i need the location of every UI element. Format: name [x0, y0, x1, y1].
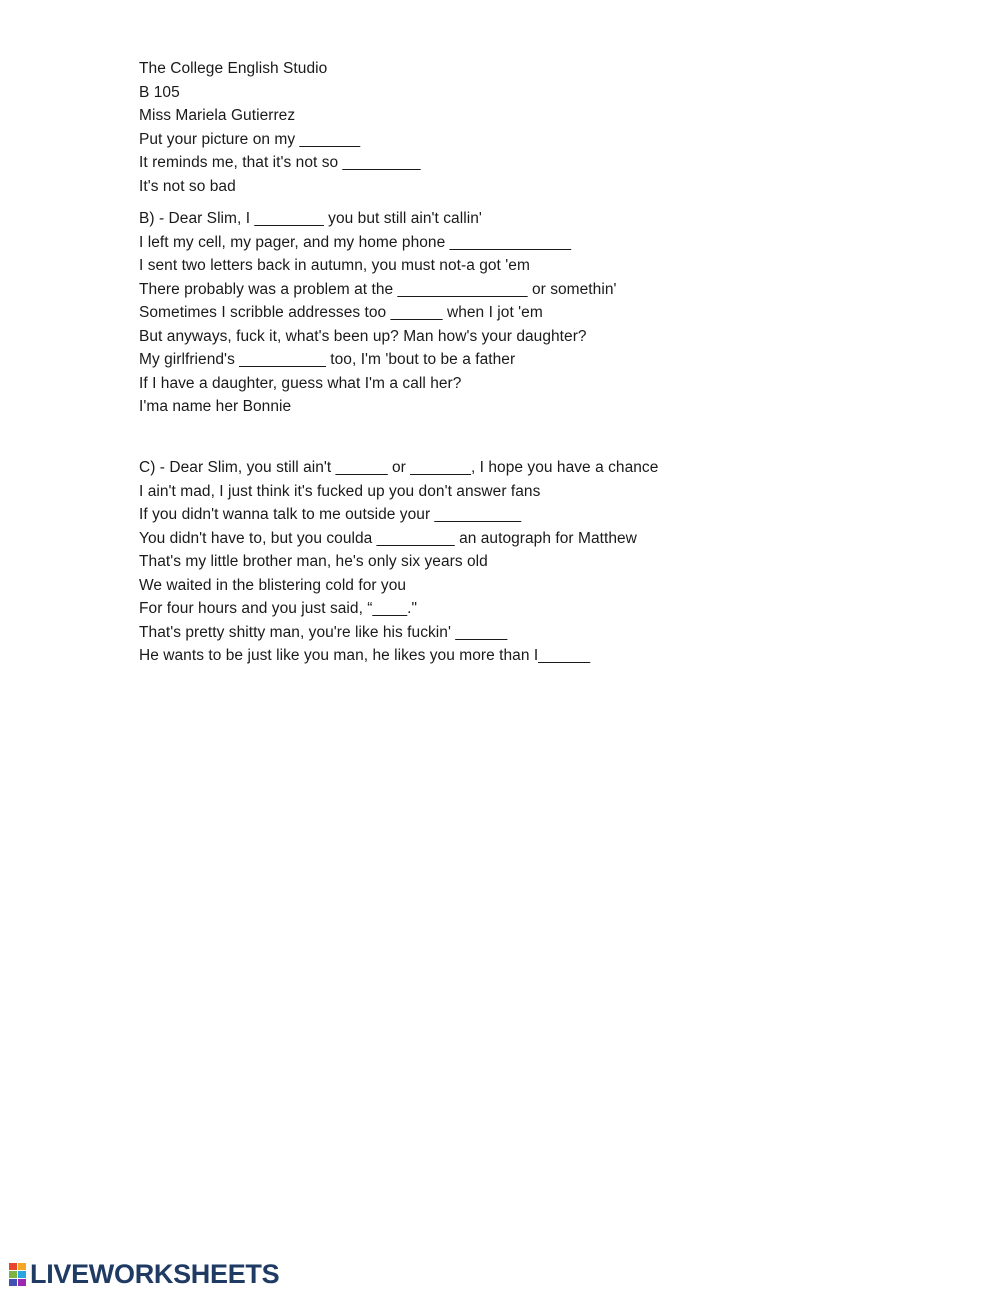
lyric-line: I left my cell, my pager, and my home phone ______________ — [139, 233, 572, 251]
lyric-line: He wants to be just like you man, he likes you more than I______ — [139, 647, 591, 664]
studio-name: The College English Studio — [139, 60, 328, 77]
lyric-line: If I have a daughter, guess what I'm a call her? — [139, 374, 462, 392]
lyric-line: Sometimes I scribble addresses too ______ when I jot 'em — [139, 304, 543, 321]
lyric-line: But anyways, fuck it, what's been up? Man how's your daughter? — [139, 327, 587, 345]
lyric-line: There probably was a problem at the _______________ or somethin' — [139, 280, 617, 298]
liveworksheets-logo — [8, 1259, 279, 1289]
lyric-line: B) - Dear Slim, I ________ you but still ain't callin' — [139, 210, 482, 227]
header-block — [139, 57, 759, 198]
logo-block — [9, 1271, 17, 1278]
lyric-line: I ain't mad, I just think it's fucked up you don't answer fans — [139, 482, 541, 500]
lyric-line: Put your picture on my _______ — [139, 130, 361, 148]
lyric-line: For four hours and you just said, “____." — [139, 600, 418, 617]
lyric-line: It reminds me, that it's not so _________ — [139, 154, 421, 171]
logo-block — [18, 1263, 26, 1270]
logo-blocks-icon — [8, 1262, 26, 1286]
lyric-line: That's pretty shitty man, you're like his fuckin' ______ — [139, 623, 508, 641]
logo-block — [18, 1271, 26, 1278]
lyric-line: It's not so bad — [139, 177, 236, 195]
section-b — [139, 207, 759, 419]
section-c — [139, 456, 759, 668]
logo-block — [9, 1279, 17, 1286]
lyric-line: We waited in the blistering cold for you — [139, 576, 407, 594]
lyric-line: I'ma name her Bonnie — [139, 398, 292, 415]
lyric-line: My girlfriend's __________ too, I'm 'bout to be a father — [139, 351, 516, 368]
logo-block — [18, 1279, 26, 1286]
room-number: B 105 — [139, 83, 180, 101]
logo-block — [9, 1263, 17, 1270]
lyric-line: That's my little brother man, he's only six years old — [139, 553, 488, 570]
lyric-line: If you didn't wanna talk to me outside your __________ — [139, 506, 522, 523]
logo-text: LIVEWORKSHEETS — [30, 1258, 280, 1289]
lyric-line: You didn't have to, but you coulda _________ an autograph for Matthew — [139, 529, 637, 547]
teacher-name: Miss Mariela Gutierrez — [139, 107, 296, 124]
lyric-line: I sent two letters back in autumn, you must not-a got 'em — [139, 257, 530, 274]
lyric-line: C) - Dear Slim, you still ain't ______ or _______, I hope you have a chance — [139, 459, 659, 476]
